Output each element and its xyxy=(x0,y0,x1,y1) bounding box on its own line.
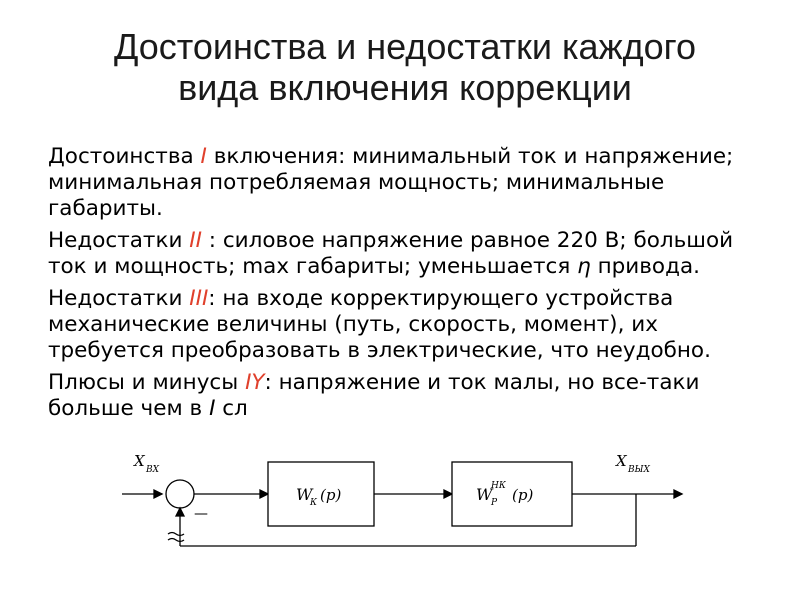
paragraph-pros-cons-4 xyxy=(48,370,776,422)
slide-title-line-2: вида включения коррекции xyxy=(178,67,632,108)
roman-numeral: II xyxy=(189,228,202,253)
block1-input-arrow xyxy=(260,490,268,498)
block1-sub: К xyxy=(310,498,317,508)
paragraph-advantages-1 xyxy=(48,144,776,222)
paragraph-prefix: Плюсы и минусы xyxy=(48,370,246,395)
roman-numeral-inline: I xyxy=(209,396,216,421)
block2-w: W xyxy=(476,485,493,504)
paragraph-disadvantages-2 xyxy=(48,228,776,280)
block2-sup: НК xyxy=(491,481,506,491)
paragraph-tail: привода. xyxy=(590,254,700,279)
input-label: X xyxy=(134,452,145,470)
paragraph-tail: сл xyxy=(215,396,248,421)
roman-numeral: IY xyxy=(245,370,265,395)
paragraph-prefix: Недостатки xyxy=(48,228,190,253)
paragraph-text: : силовое напряжение равное 220 В; большой ток и мощность; max габариты; уменьшается xyxy=(48,228,734,279)
block1-w: W xyxy=(296,485,313,504)
output-label: X xyxy=(616,452,627,470)
eta-symbol: η xyxy=(577,254,591,279)
input-label-sub: ВХ xyxy=(146,465,160,475)
ground-mark-icon xyxy=(168,533,184,536)
block-diagram xyxy=(110,448,690,560)
ground-mark-icon-2 xyxy=(168,539,184,542)
slide-title xyxy=(40,26,770,108)
roman-numeral: I xyxy=(200,144,207,169)
output-label-sub: ВЫХ xyxy=(628,465,650,475)
block2-arg: (p) xyxy=(512,486,534,504)
summing-junction xyxy=(166,480,194,508)
feedback-arrow xyxy=(176,508,184,516)
block1-arg: (p) xyxy=(320,486,342,504)
paragraph-text: : напряжение и ток малы, но все-таки больше чем в xyxy=(48,370,700,421)
paragraph-disadvantages-3 xyxy=(48,286,776,364)
block2-sub: Р xyxy=(491,498,498,508)
paragraph-text: : на входе корректирующего устройства механические величины (путь, скорость, момент), их требуется преобразовать в электрические, что неудобно. xyxy=(48,286,711,363)
slide-title-line-1: Достоинства и недостатки каждого xyxy=(113,26,697,67)
minus-sign: — xyxy=(194,506,208,522)
output-arrow xyxy=(674,490,682,498)
input-arrow xyxy=(154,490,162,498)
paragraph-prefix: Достоинства xyxy=(48,144,201,169)
slide-body xyxy=(48,144,776,428)
roman-numeral: III xyxy=(189,286,209,311)
paragraph-text: включения: минимальный ток и напряжение; минимальная потребляемая мощность; минимальные габариты. xyxy=(48,144,734,221)
paragraph-prefix: Недостатки xyxy=(48,286,190,311)
block2-input-arrow xyxy=(444,490,452,498)
